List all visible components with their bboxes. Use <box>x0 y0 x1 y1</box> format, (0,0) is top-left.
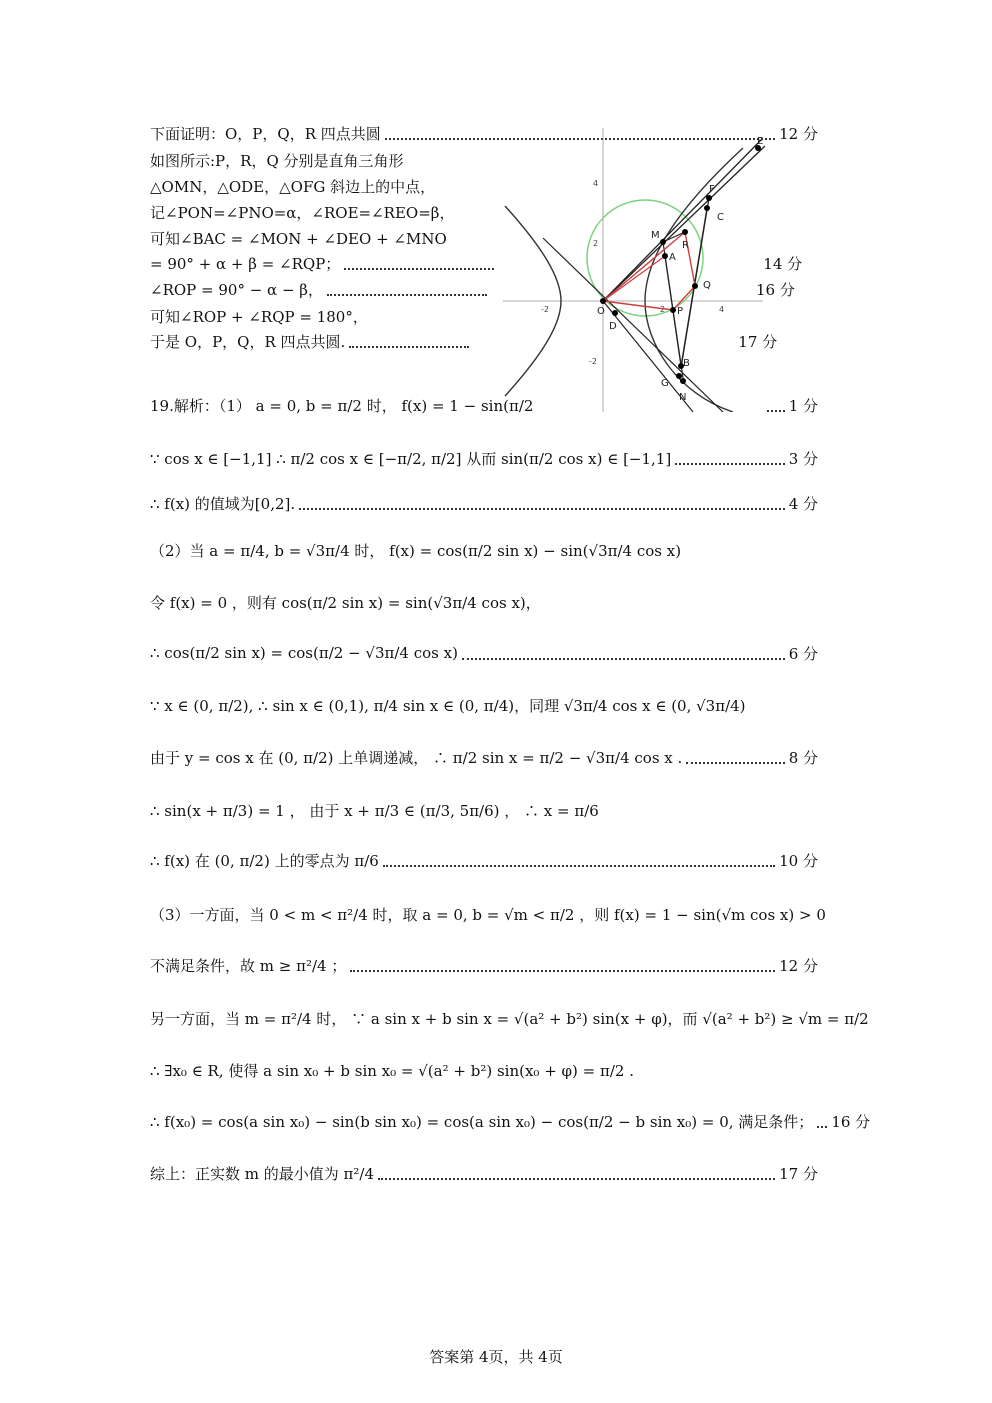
line-OA-red <box>603 256 665 301</box>
q19-text: ∴ f(x) 在 (0, π/2) 上的零点为 π/6 <box>150 851 379 870</box>
label-N: N <box>679 392 687 403</box>
tick-x-4: 4 <box>719 305 725 314</box>
label-B: B <box>683 358 690 369</box>
q19-text: ∵ x ∈ (0, π/2), ∴ sin x ∈ (0,1), π/4 sin x ∈ (0, π/4)，同理 √3π/4 cos x ∈ (0, √3π/4) <box>150 697 746 715</box>
point-A <box>662 253 668 259</box>
label-E: E <box>757 136 764 147</box>
q19-text: （2）当 a = π/4, b = √3π/4 时， f(x) = cos(π/2 sin x) − sin(√3π/4 cos x) <box>150 542 682 560</box>
line-OE <box>603 140 761 301</box>
q19-line-8 <box>150 742 818 772</box>
point-N <box>680 378 686 384</box>
leader-dots <box>350 970 775 972</box>
q19-line-1 <box>150 390 818 420</box>
score-label: 3 分 <box>788 449 818 468</box>
proof-text: 下面证明：O，P，Q，R 四点共圆 <box>150 124 381 143</box>
leader-dots <box>383 865 775 867</box>
page-footer: 答案第 4页，共 4页 <box>429 1348 563 1366</box>
label-P: P <box>677 306 684 317</box>
proof-line-8 <box>150 306 368 327</box>
point-D <box>612 310 618 316</box>
q19-line-5 <box>150 592 541 613</box>
q19-line-2 <box>150 443 818 473</box>
q19-text: ∵ cos x ∈ [−1,1] ∴ π/2 cos x ∈ [−π/2, π/2] 从而 sin(π/2 cos x) ∈ [−1,1] <box>150 449 672 468</box>
proof-text: 可知∠BAC = ∠MON + ∠DEO + ∠MNO <box>150 230 447 248</box>
geometry-figure <box>503 128 778 412</box>
leader-dots <box>767 410 785 412</box>
proof-text: 于是 O，P，Q，R 四点共圆. <box>150 332 346 351</box>
proof-text: △OMN，△ODE，△OFG 斜边上的中点， <box>150 178 436 196</box>
score-label: 4 分 <box>788 494 818 513</box>
point-G <box>676 373 682 379</box>
q19-text: 另一方面，当 m = π²/4 时， ∵ a sin x + b sin x = √(a² + b²) sin(x + φ)，而 √(a² + b²) ≥ √m = π/2 <box>150 1010 869 1028</box>
proof-line-3 <box>150 176 435 197</box>
label-G: G <box>661 378 669 389</box>
q19-line-3 <box>150 488 818 518</box>
leader-dots <box>378 1178 775 1180</box>
tick-y-2: 2 <box>593 239 599 248</box>
point-R <box>682 229 688 235</box>
q19-line-7 <box>150 695 746 716</box>
q19-line-9 <box>150 800 599 821</box>
q19-text: ∴ f(x) 的值域为[0,2]. <box>150 494 296 513</box>
proof-line-2 <box>150 150 404 171</box>
label-D: D <box>609 321 617 332</box>
q19-line-12 <box>150 950 818 980</box>
score-label: 1 分 <box>788 396 818 415</box>
leader-dots <box>686 762 784 764</box>
proof-text: 可知∠ROP + ∠RQP = 180°， <box>150 308 368 326</box>
score-label: 14 分 <box>763 254 803 273</box>
point-C <box>704 205 710 211</box>
q19-text: ∴ cos(π/2 sin x) = cos(π/2 − √3π/4 cos x) <box>150 644 458 662</box>
q19-line-14 <box>150 1060 634 1081</box>
tick-x-neg2: -2 <box>541 305 549 314</box>
label-F: F <box>709 184 715 195</box>
proof-text: = 90° + α + β = ∠RQP； <box>150 254 341 273</box>
score-label: 8 分 <box>788 748 818 767</box>
label-M: M <box>651 230 660 241</box>
proof-text: 记∠PON=∠PNO=α，∠ROE=∠REO=β， <box>150 204 455 222</box>
score-label: 17 分 <box>779 1164 818 1183</box>
q19-text: ∴ ∃x₀ ∈ R, 使得 a sin x₀ + b sin x₀ = √(a² + b²) sin(x₀ + φ) = π/2 . <box>150 1062 634 1080</box>
point-P <box>670 307 676 313</box>
q19-line-11 <box>150 904 826 925</box>
score-label: 17 分 <box>738 332 778 351</box>
label-A: A <box>669 252 676 263</box>
q19-text: 19.解析：（1） a = 0, b = π/2 时， f(x) = 1 − sin(π/2 <box>150 396 534 415</box>
leader-dots <box>299 508 785 510</box>
leader-dots <box>675 463 784 465</box>
q19-line-16 <box>150 1158 818 1188</box>
label-O: O <box>597 306 605 317</box>
point-Q <box>692 283 698 289</box>
q19-text: 综上：正实数 m 的最小值为 π²/4 <box>150 1164 374 1183</box>
score-label: 16 分 <box>831 1112 871 1131</box>
q19-line-6 <box>150 638 818 668</box>
proof-text: 如图所示:P，R，Q 分别是直角三角形 <box>150 152 404 170</box>
point-O <box>600 298 606 304</box>
q19-text: ∴ f(x₀) = cos(a sin x₀) − sin(b sin x₀) = cos(a sin x₀) − cos(π/2 − b sin x₀) = 0, 满足条件； <box>150 1112 814 1131</box>
tick-x-2: 2 <box>660 305 666 314</box>
label-Q: Q <box>703 280 711 291</box>
label-R: R <box>682 240 689 251</box>
proof-line-4 <box>150 202 454 223</box>
line-DN <box>543 238 723 412</box>
q19-text: 令 f(x) = 0 ，则有 cos(π/2 sin x) = sin(√3π/4 cos x)， <box>150 594 541 612</box>
proof-text: ∠ROP = 90° − α − β， <box>150 280 323 299</box>
line-OM-ext <box>603 146 765 301</box>
score-label: 12 分 <box>779 124 818 143</box>
q19-text: （3）一方面，当 0 < m < π²/4 时，取 a = 0, b = √m < π/2 ，则 f(x) = 1 − sin(√m cos x) > 0 <box>150 906 826 924</box>
tick-y-neg2: -2 <box>589 357 597 366</box>
score-label: 10 分 <box>779 851 818 870</box>
tick-y-4: 4 <box>593 179 599 188</box>
leader-dots <box>817 1126 827 1128</box>
label-C: C <box>717 212 724 223</box>
point-M <box>660 239 666 245</box>
q19-line-4 <box>150 540 681 561</box>
q19-line-10 <box>150 845 818 875</box>
q19-text: 不满足条件，故 m ≥ π²/4 ； <box>150 956 347 975</box>
score-label: 16 分 <box>755 280 795 299</box>
score-label: 12 分 <box>779 956 818 975</box>
q19-text: ∴ sin(x + π/3) = 1 ， 由于 x + π/3 ∈ (π/3, 5π/6) ， ∴ x = π/6 <box>150 802 599 820</box>
leader-dots <box>462 658 785 660</box>
proof-line-5 <box>150 228 447 249</box>
leader-dots <box>327 294 487 296</box>
q19-line-15 <box>150 1106 871 1136</box>
score-label: 6 分 <box>788 644 818 663</box>
point-F <box>706 195 712 201</box>
q19-line-13 <box>150 1008 869 1029</box>
q19-text: 由于 y = cos x 在 (0, π/2) 上单调递减， ∴ π/2 sin x = π/2 − √3π/4 cos x . <box>150 748 683 767</box>
leader-dots <box>349 346 469 348</box>
leader-dots <box>344 268 494 270</box>
